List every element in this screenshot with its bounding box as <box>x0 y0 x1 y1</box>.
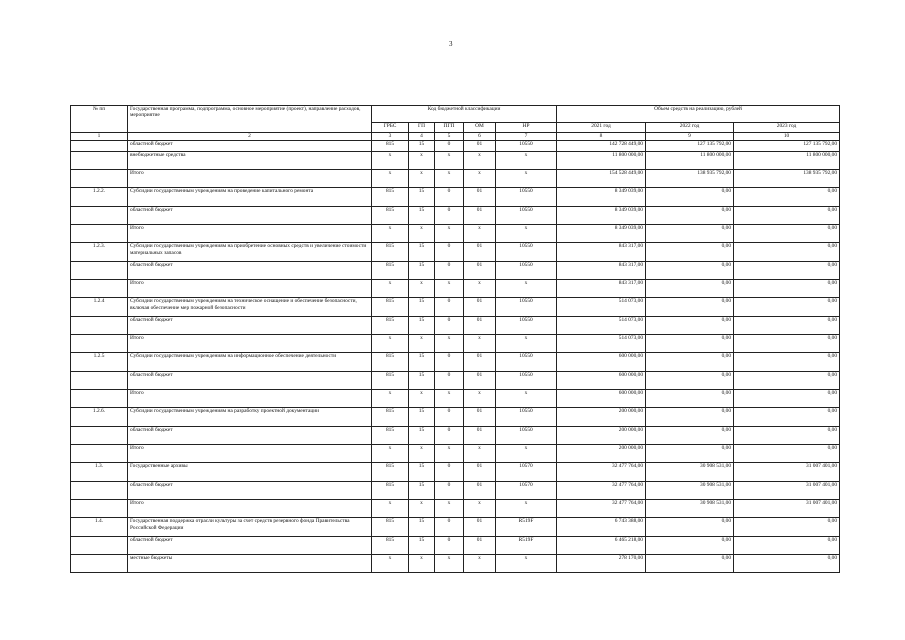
cell-2022: 0,00 <box>646 372 734 390</box>
cell-2022: 0,00 <box>646 317 734 335</box>
cell-nr: х <box>496 280 557 298</box>
cell-2023: 0,00 <box>734 555 840 573</box>
cell-2023: 0,00 <box>734 188 840 207</box>
cell-om: 01 <box>464 298 496 317</box>
cell-grbs: х <box>372 445 409 463</box>
cell-nr: х <box>496 225 557 243</box>
cell-pgp: 0 <box>435 518 464 537</box>
row-name: Итого <box>128 390 372 408</box>
row-name: Итого <box>128 445 372 463</box>
cell-pgp: 0 <box>435 353 464 372</box>
header-gp: ГП <box>409 123 435 133</box>
cell-pgp: 0 <box>435 408 464 427</box>
cell-gp: 15 <box>409 372 435 390</box>
cell-2022: 11 800 000,00 <box>646 152 734 170</box>
cell-grbs: 815 <box>372 243 409 262</box>
cell-nr: 10550 <box>496 408 557 427</box>
cell-2022: 0,00 <box>646 280 734 298</box>
cell-2022: 0,00 <box>646 353 734 372</box>
cell-2021: 8 349 039,00 <box>557 207 646 225</box>
cell-2021: 8 349 039,00 <box>557 225 646 243</box>
cell-2023: 0,00 <box>734 427 840 445</box>
row-name: Государственные архивы <box>128 463 372 482</box>
cell-nr: 10550 <box>496 188 557 207</box>
col-number: 7 <box>496 133 557 141</box>
cell-om: 01 <box>464 353 496 372</box>
cell-nr: 10550 <box>496 298 557 317</box>
row-name: Итого <box>128 500 372 518</box>
cell-2023: 0,00 <box>734 207 840 225</box>
cell-2022: 0,00 <box>646 537 734 555</box>
cell-2023: 0,00 <box>734 298 840 317</box>
row-number <box>71 390 128 408</box>
cell-om: х <box>464 555 496 573</box>
table-row <box>71 408 840 427</box>
cell-2023: 0,00 <box>734 408 840 427</box>
cell-2022: 138 935 792,00 <box>646 170 734 188</box>
cell-grbs: х <box>372 225 409 243</box>
cell-2021: 843 317,00 <box>557 262 646 280</box>
cell-om: 01 <box>464 317 496 335</box>
cell-pgp: х <box>435 225 464 243</box>
cell-gp: х <box>409 390 435 408</box>
cell-nr: 10550 <box>496 317 557 335</box>
cell-2023: 0,00 <box>734 225 840 243</box>
cell-2023: 0,00 <box>734 518 840 537</box>
cell-om: 01 <box>464 243 496 262</box>
cell-nr: 10550 <box>496 427 557 445</box>
cell-om: х <box>464 335 496 353</box>
cell-nr: х <box>496 335 557 353</box>
cell-om: 01 <box>464 408 496 427</box>
table-row <box>71 317 840 335</box>
cell-2021: 600 000,00 <box>557 390 646 408</box>
header-name: Государственная программа, подпрограмма, основное мероприятие (проект), направление расходов, мероприятие <box>128 106 372 133</box>
cell-2022: 0,00 <box>646 555 734 573</box>
cell-grbs: 815 <box>372 427 409 445</box>
cell-nr: R519F <box>496 537 557 555</box>
table-row <box>71 298 840 317</box>
table-row <box>71 262 840 280</box>
table-body <box>71 141 840 573</box>
cell-nr: R519F <box>496 518 557 537</box>
cell-2021: 600 000,00 <box>557 372 646 390</box>
row-number: 1.2.6. <box>71 408 128 427</box>
cell-nr: 10550 <box>496 262 557 280</box>
cell-om: х <box>464 225 496 243</box>
cell-gp: 15 <box>409 298 435 317</box>
row-number <box>71 262 128 280</box>
table-row <box>71 390 840 408</box>
row-name: областной бюджет <box>128 262 372 280</box>
row-number: 1.2.3. <box>71 243 128 262</box>
cell-nr: х <box>496 390 557 408</box>
table-row <box>71 445 840 463</box>
table-row <box>71 188 840 207</box>
cell-nr: 10550 <box>496 243 557 262</box>
cell-nr: х <box>496 500 557 518</box>
col-number: 2 <box>128 133 372 141</box>
cell-grbs: 815 <box>372 262 409 280</box>
table-row <box>71 555 840 573</box>
cell-2023: 0,00 <box>734 335 840 353</box>
cell-grbs: 815 <box>372 518 409 537</box>
cell-2023: 0,00 <box>734 243 840 262</box>
header-2021: 2021 год <box>557 123 646 133</box>
table-row <box>71 518 840 537</box>
cell-nr: х <box>496 555 557 573</box>
budget-table <box>70 105 840 573</box>
row-number <box>71 372 128 390</box>
col-number: 4 <box>409 133 435 141</box>
table-row <box>71 372 840 390</box>
cell-nr: 10550 <box>496 141 557 152</box>
cell-2022: 127 135 792,00 <box>646 141 734 152</box>
cell-nr: 10550 <box>496 372 557 390</box>
row-name: Итого <box>128 280 372 298</box>
cell-om: 01 <box>464 427 496 445</box>
cell-om: 01 <box>464 463 496 482</box>
row-name: местные бюджеты <box>128 555 372 573</box>
cell-gp: х <box>409 445 435 463</box>
cell-2021: 6 465 218,00 <box>557 537 646 555</box>
cell-pgp: 0 <box>435 188 464 207</box>
cell-grbs: х <box>372 390 409 408</box>
cell-om: 01 <box>464 372 496 390</box>
cell-2022: 0,00 <box>646 188 734 207</box>
row-number <box>71 445 128 463</box>
row-number: 1.2.5 <box>71 353 128 372</box>
cell-2022: 0,00 <box>646 225 734 243</box>
row-number: 1.2.2. <box>71 188 128 207</box>
cell-pgp: 0 <box>435 141 464 152</box>
cell-2023: 138 935 792,00 <box>734 170 840 188</box>
row-number <box>71 427 128 445</box>
cell-om: 01 <box>464 537 496 555</box>
cell-gp: 15 <box>409 243 435 262</box>
cell-2023: 31 007 401,00 <box>734 500 840 518</box>
table-row <box>71 463 840 482</box>
cell-pgp: 0 <box>435 262 464 280</box>
cell-2023: 0,00 <box>734 390 840 408</box>
cell-gp: 15 <box>409 427 435 445</box>
col-number: 9 <box>646 133 734 141</box>
table-row <box>71 280 840 298</box>
header-grbs: ГРБС <box>372 123 409 133</box>
cell-gp: 15 <box>409 141 435 152</box>
row-name: Субсидии государственным учреждениям на информационное обеспечение деятельности <box>128 353 372 372</box>
cell-gp: х <box>409 225 435 243</box>
cell-grbs: х <box>372 152 409 170</box>
row-name: внебюджетные средства <box>128 152 372 170</box>
cell-grbs: 815 <box>372 188 409 207</box>
cell-grbs: 815 <box>372 317 409 335</box>
cell-2021: 278 170,00 <box>557 555 646 573</box>
cell-pgp: х <box>435 445 464 463</box>
header-nr: НР <box>496 123 557 133</box>
cell-2021: 843 317,00 <box>557 280 646 298</box>
row-name: областной бюджет <box>128 482 372 500</box>
col-number: 1 <box>71 133 128 141</box>
cell-om: х <box>464 170 496 188</box>
cell-grbs: х <box>372 335 409 353</box>
table-row <box>71 335 840 353</box>
table-row <box>71 225 840 243</box>
cell-2023: 11 800 000,00 <box>734 152 840 170</box>
cell-2023: 0,00 <box>734 262 840 280</box>
cell-om: 01 <box>464 262 496 280</box>
cell-2023: 31 007 401,00 <box>734 482 840 500</box>
cell-grbs: х <box>372 170 409 188</box>
cell-gp: 15 <box>409 463 435 482</box>
cell-pgp: 0 <box>435 482 464 500</box>
table-row <box>71 537 840 555</box>
cell-grbs: х <box>372 555 409 573</box>
header-2023: 2023 год <box>734 123 840 133</box>
row-number <box>71 280 128 298</box>
cell-2023: 0,00 <box>734 372 840 390</box>
cell-om: 01 <box>464 518 496 537</box>
cell-pgp: х <box>435 335 464 353</box>
cell-2023: 31 007 401,00 <box>734 463 840 482</box>
cell-gp: 15 <box>409 408 435 427</box>
row-number <box>71 152 128 170</box>
cell-pgp: х <box>435 280 464 298</box>
row-number <box>71 335 128 353</box>
table-row <box>71 152 840 170</box>
row-number <box>71 170 128 188</box>
cell-gp: 15 <box>409 353 435 372</box>
cell-nr: х <box>496 170 557 188</box>
cell-pgp: 0 <box>435 372 464 390</box>
row-number: 1.3. <box>71 463 128 482</box>
cell-pgp: х <box>435 555 464 573</box>
cell-pgp: х <box>435 152 464 170</box>
col-number: 5 <box>435 133 464 141</box>
cell-2022: 0,00 <box>646 243 734 262</box>
row-number <box>71 141 128 152</box>
row-number <box>71 482 128 500</box>
cell-gp: 15 <box>409 317 435 335</box>
cell-pgp: х <box>435 500 464 518</box>
cell-2021: 6 743 388,00 <box>557 518 646 537</box>
cell-om: х <box>464 445 496 463</box>
cell-om: х <box>464 500 496 518</box>
table-row <box>71 427 840 445</box>
cell-gp: 15 <box>409 262 435 280</box>
row-number <box>71 317 128 335</box>
cell-2022: 30 908 531,00 <box>646 500 734 518</box>
cell-pgp: 0 <box>435 537 464 555</box>
cell-nr: 10570 <box>496 482 557 500</box>
cell-pgp: 0 <box>435 463 464 482</box>
cell-2021: 514 073,00 <box>557 317 646 335</box>
cell-2022: 0,00 <box>646 427 734 445</box>
cell-om: х <box>464 390 496 408</box>
header-pgp: ПГП <box>435 123 464 133</box>
cell-grbs: 815 <box>372 207 409 225</box>
cell-grbs: 815 <box>372 482 409 500</box>
row-name: Итого <box>128 225 372 243</box>
row-name: Государственная поддержка отрасли культуры за счет средств резервного фонда Правительства Российской Федерации <box>128 518 372 537</box>
col-number: 10 <box>734 133 840 141</box>
cell-2021: 600 000,00 <box>557 353 646 372</box>
row-name: областной бюджет <box>128 537 372 555</box>
row-number <box>71 207 128 225</box>
cell-pgp: х <box>435 170 464 188</box>
row-number: 1.2.4 <box>71 298 128 317</box>
row-name: областной бюджет <box>128 141 372 152</box>
cell-2022: 30 908 531,00 <box>646 463 734 482</box>
column-number-row <box>71 133 840 141</box>
cell-om: х <box>464 280 496 298</box>
cell-grbs: х <box>372 500 409 518</box>
cell-om: 01 <box>464 207 496 225</box>
cell-pgp: 0 <box>435 207 464 225</box>
cell-om: 01 <box>464 188 496 207</box>
cell-2022: 0,00 <box>646 298 734 317</box>
table-row <box>71 207 840 225</box>
row-number <box>71 555 128 573</box>
cell-2023: 127 135 792,00 <box>734 141 840 152</box>
row-name: Итого <box>128 335 372 353</box>
cell-nr: 10570 <box>496 463 557 482</box>
cell-2021: 11 800 000,00 <box>557 152 646 170</box>
table-row <box>71 482 840 500</box>
cell-2021: 154 528 449,00 <box>557 170 646 188</box>
header-2022: 2022 год <box>646 123 734 133</box>
cell-pgp: 0 <box>435 427 464 445</box>
cell-2023: 0,00 <box>734 537 840 555</box>
cell-2022: 0,00 <box>646 207 734 225</box>
cell-2022: 0,00 <box>646 390 734 408</box>
cell-2023: 0,00 <box>734 445 840 463</box>
table-row <box>71 353 840 372</box>
cell-gp: 15 <box>409 207 435 225</box>
cell-2021: 200 000,00 <box>557 427 646 445</box>
row-number <box>71 537 128 555</box>
cell-2022: 0,00 <box>646 445 734 463</box>
row-name: областной бюджет <box>128 317 372 335</box>
cell-om: 01 <box>464 482 496 500</box>
cell-2021: 843 317,00 <box>557 243 646 262</box>
row-name: Субсидии государственным учреждениям на приобретение основных средств и увеличение стоимости материальных запасов <box>128 243 372 262</box>
cell-gp: х <box>409 500 435 518</box>
cell-2021: 32 477 764,00 <box>557 463 646 482</box>
cell-gp: 15 <box>409 482 435 500</box>
cell-2022: 0,00 <box>646 335 734 353</box>
table-row <box>71 170 840 188</box>
cell-2021: 200 000,00 <box>557 408 646 427</box>
cell-2023: 0,00 <box>734 317 840 335</box>
cell-grbs: 815 <box>372 463 409 482</box>
cell-gp: 15 <box>409 188 435 207</box>
col-number: 6 <box>464 133 496 141</box>
cell-gp: х <box>409 170 435 188</box>
row-number <box>71 225 128 243</box>
cell-2023: 0,00 <box>734 280 840 298</box>
cell-2022: 30 908 531,00 <box>646 482 734 500</box>
cell-nr: 10550 <box>496 353 557 372</box>
row-name: Субсидии государственным учреждениям на проведение капитального ремонта <box>128 188 372 207</box>
table-row <box>71 500 840 518</box>
cell-2022: 0,00 <box>646 408 734 427</box>
cell-grbs: 815 <box>372 353 409 372</box>
cell-2021: 8 349 039,00 <box>557 188 646 207</box>
cell-2021: 32 477 764,00 <box>557 482 646 500</box>
cell-gp: х <box>409 555 435 573</box>
cell-2021: 200 000,00 <box>557 445 646 463</box>
row-name: Итого <box>128 170 372 188</box>
row-name: областной бюджет <box>128 372 372 390</box>
cell-2022: 0,00 <box>646 262 734 280</box>
header-om: ОМ <box>464 123 496 133</box>
cell-pgp: 0 <box>435 243 464 262</box>
cell-nr: х <box>496 445 557 463</box>
cell-grbs: 815 <box>372 141 409 152</box>
cell-om: 01 <box>464 141 496 152</box>
cell-grbs: 815 <box>372 298 409 317</box>
cell-pgp: 0 <box>435 298 464 317</box>
cell-pgp: х <box>435 390 464 408</box>
col-number: 3 <box>372 133 409 141</box>
col-number: 8 <box>557 133 646 141</box>
header-num: № пп <box>71 106 128 133</box>
cell-2021: 514 073,00 <box>557 335 646 353</box>
cell-nr: 10550 <box>496 207 557 225</box>
cell-gp: 15 <box>409 518 435 537</box>
row-number: 1.4. <box>71 518 128 537</box>
cell-grbs: 815 <box>372 408 409 427</box>
cell-grbs: 815 <box>372 372 409 390</box>
cell-2021: 514 073,00 <box>557 298 646 317</box>
cell-om: х <box>464 152 496 170</box>
row-name: Субсидии государственным учреждениям на техническое оснащение и обеспечение безопасности, включая обеспечение мер пожарной безопасности <box>128 298 372 317</box>
header-volume: Объем средств на реализацию, рублей <box>557 106 840 123</box>
table-row <box>71 141 840 152</box>
cell-gp: х <box>409 335 435 353</box>
cell-2023: 0,00 <box>734 353 840 372</box>
cell-nr: х <box>496 152 557 170</box>
cell-gp: 15 <box>409 537 435 555</box>
row-number <box>71 500 128 518</box>
cell-pgp: 0 <box>435 317 464 335</box>
cell-grbs: х <box>372 280 409 298</box>
header-kbk: Код бюджетной классификации <box>372 106 557 123</box>
page-number: 3 <box>449 40 453 48</box>
cell-grbs: 815 <box>372 537 409 555</box>
row-name: областной бюджет <box>128 427 372 445</box>
cell-2021: 142 728 449,00 <box>557 141 646 152</box>
row-name: областной бюджет <box>128 207 372 225</box>
cell-gp: х <box>409 152 435 170</box>
row-name: Субсидии государственным учреждениям на разработку проектной документации <box>128 408 372 427</box>
cell-2022: 0,00 <box>646 518 734 537</box>
cell-gp: х <box>409 280 435 298</box>
table-row <box>71 243 840 262</box>
cell-2021: 32 477 764,00 <box>557 500 646 518</box>
